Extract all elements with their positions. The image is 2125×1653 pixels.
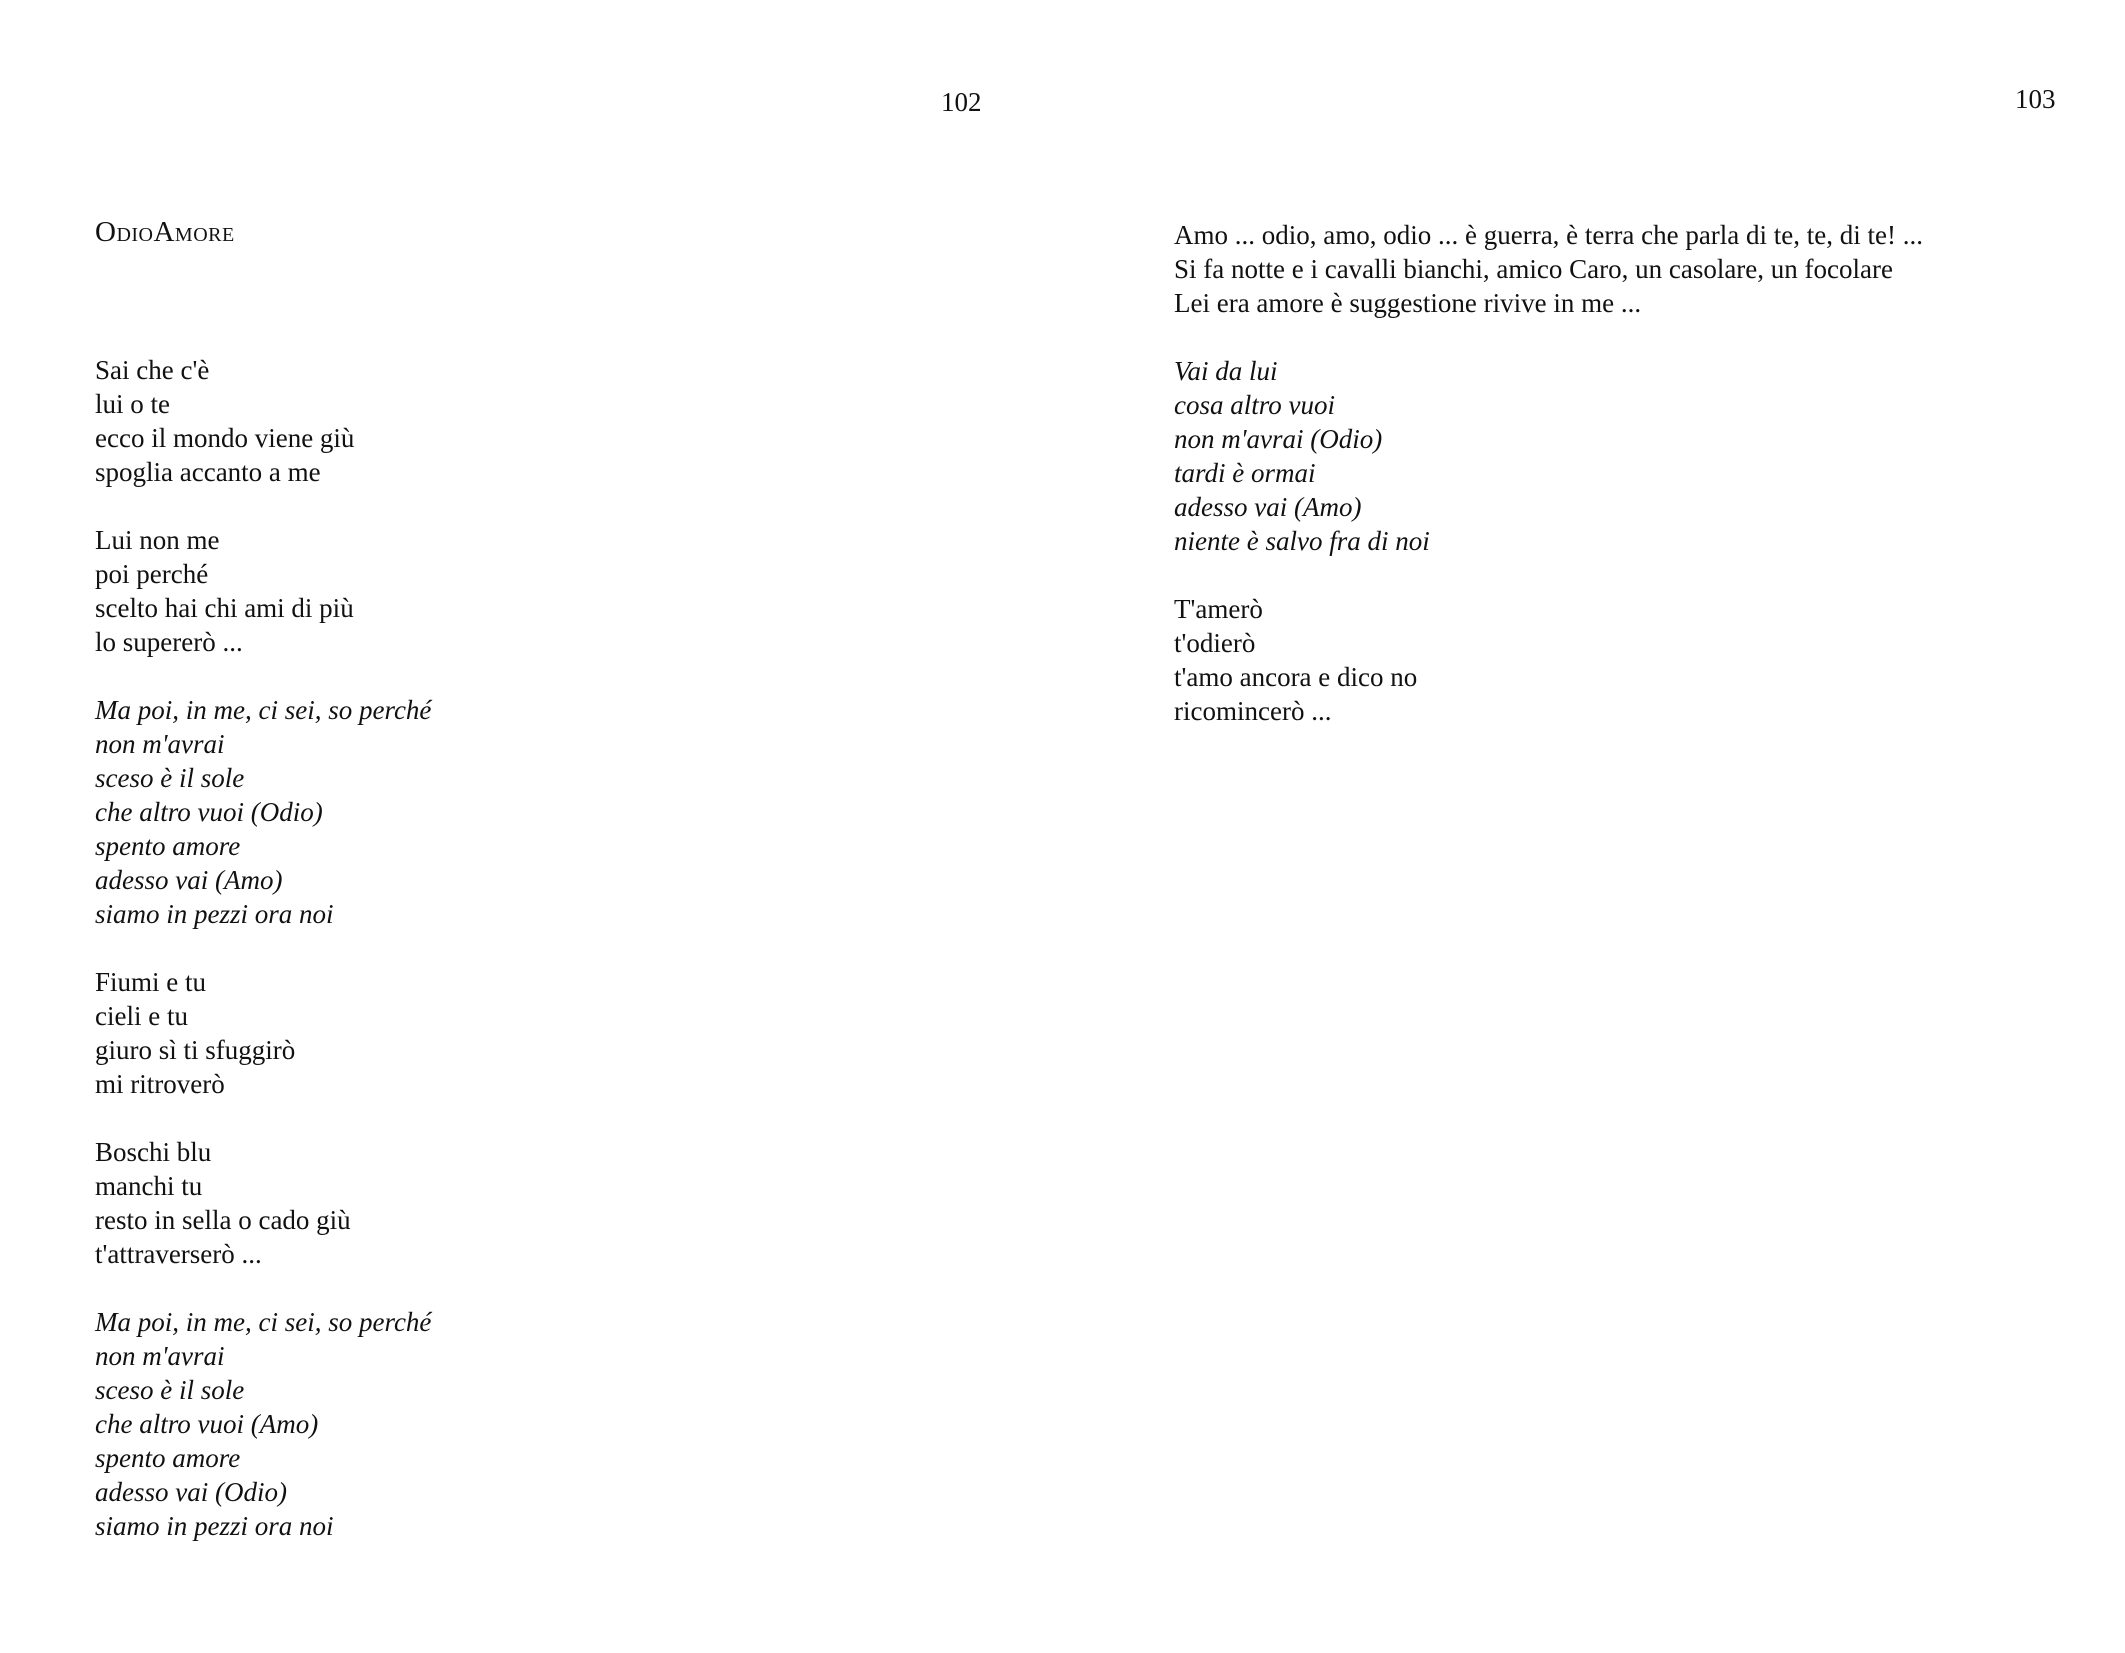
verse-line: Si fa notte e i cavalli bianchi, amico Caro, un casolare, un focolare	[1174, 254, 1893, 284]
verse-line: manchi tu	[95, 1171, 203, 1201]
verse-line: Ma poi, in me, ci sei, so perché	[95, 1307, 432, 1337]
verse-line: Boschi blu	[95, 1137, 212, 1167]
verse-line: spoglia accanto a me	[95, 457, 321, 487]
verse-line: cieli e tu	[95, 1001, 188, 1031]
verse-line: siamo in pezzi ora noi	[95, 899, 334, 929]
verse-line: mi ritroverò	[95, 1069, 225, 1099]
verse-line: ricomincerò ...	[1174, 696, 1332, 726]
verse-line: che altro vuoi (Amo)	[95, 1409, 319, 1439]
verse-line: giuro sì ti sfuggirò	[95, 1035, 296, 1065]
verse-line: Sai che c'è	[95, 355, 210, 385]
verse-line: resto in sella o cado giù	[95, 1205, 351, 1235]
verse-line: spento amore	[95, 1443, 241, 1473]
verse-line: lo supererò ...	[95, 627, 243, 657]
verse-line: ecco il mondo viene giù	[95, 423, 355, 453]
stanza	[95, 353, 431, 489]
verse-line: t'amo ancora e dico no	[1174, 662, 1418, 692]
refrain-stanza	[1174, 354, 1923, 558]
verse-line: cosa altro vuoi	[1174, 390, 1335, 420]
verse-line: T'amerò	[1174, 594, 1263, 624]
verse-line: Amo ... odio, amo, odio ... è guerra, è terra che parla di te, te, di te! ...	[1174, 220, 1923, 250]
stanza	[95, 523, 431, 659]
verse-line: scelto hai chi ami di più	[95, 593, 354, 623]
refrain-stanza	[95, 693, 431, 931]
page-number-right: 103	[2015, 84, 2056, 114]
stanza	[1174, 218, 1923, 320]
verse-line: sceso è il sole	[95, 1375, 245, 1405]
verse-line: niente è salvo fra di noi	[1174, 526, 1430, 556]
verse-line: non m'avrai	[95, 1341, 225, 1371]
verse-line: Lui non me	[95, 525, 220, 555]
verse-line: adesso vai (Amo)	[95, 865, 283, 895]
poem-column-left	[95, 353, 431, 1577]
verse-line: che altro vuoi (Odio)	[95, 797, 323, 827]
poem-column-right	[1174, 218, 1923, 762]
verse-line: Fiumi e tu	[95, 967, 207, 997]
stanza	[1174, 592, 1923, 728]
verse-line: spento amore	[95, 831, 241, 861]
page-number-left: 102	[941, 87, 982, 117]
verse-line: poi perché	[95, 559, 209, 589]
poem-title: OdioAmore	[95, 216, 235, 248]
verse-line: adesso vai (Odio)	[95, 1477, 287, 1507]
verse-line: non m'avrai (Odio)	[1174, 424, 1383, 454]
refrain-stanza	[95, 1305, 431, 1543]
verse-line: t'attraverserò ...	[95, 1239, 262, 1269]
verse-line: Ma poi, in me, ci sei, so perché	[95, 695, 432, 725]
verse-line: lui o te	[95, 389, 170, 419]
verse-line: tardi è ormai	[1174, 458, 1316, 488]
stanza	[95, 965, 431, 1101]
verse-line: siamo in pezzi ora noi	[95, 1511, 334, 1541]
verse-line: Vai da lui	[1174, 356, 1278, 386]
stanza	[95, 1135, 431, 1271]
verse-line: adesso vai (Amo)	[1174, 492, 1362, 522]
verse-line: sceso è il sole	[95, 763, 245, 793]
verse-line: non m'avrai	[95, 729, 225, 759]
verse-line: t'odierò	[1174, 628, 1256, 658]
verse-line: Lei era amore è suggestione rivive in me ...	[1174, 288, 1642, 318]
